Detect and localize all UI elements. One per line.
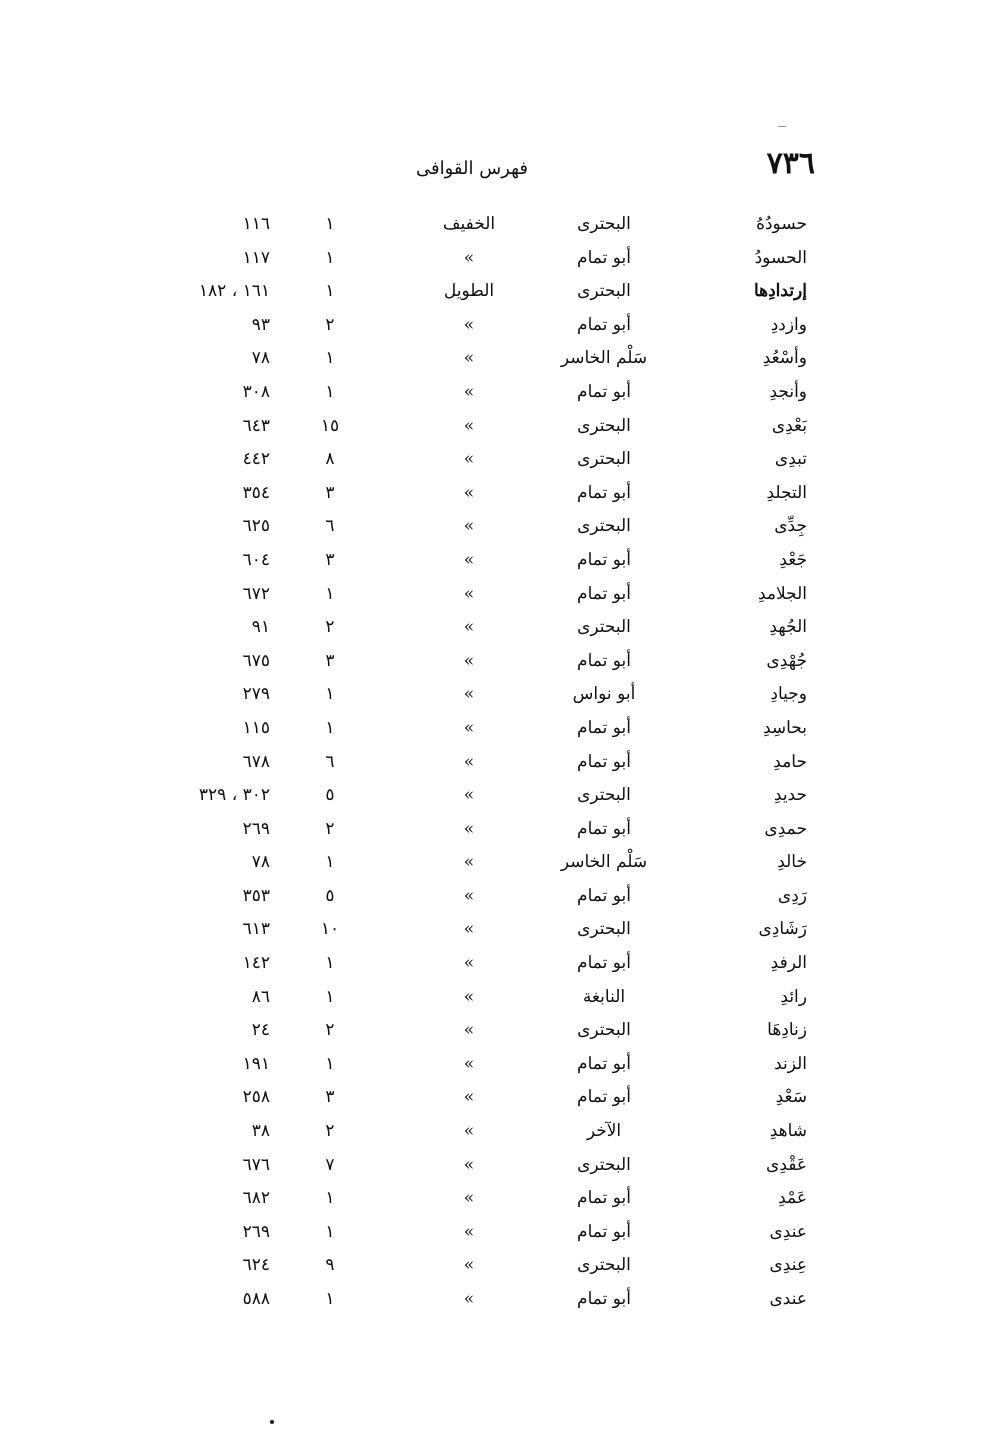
rhyme-cell: وجيادِ	[770, 684, 807, 705]
poet-cell: البحترى	[577, 1154, 631, 1175]
rhyme-cell: رائدِ	[780, 986, 807, 1007]
count-cell: ١	[325, 348, 335, 369]
table-row	[0, 210, 1005, 244]
table-row	[0, 344, 1005, 378]
rhyme-cell: وأسْعُدِ	[762, 348, 807, 369]
poet-cell: أبو تمام	[577, 1221, 631, 1242]
pages-cell: ٦٤٣	[242, 415, 270, 436]
rhyme-cell: الحسودُ	[754, 247, 807, 268]
count-cell: ١	[325, 247, 335, 268]
table-row	[0, 781, 1005, 815]
table-row	[0, 983, 1005, 1017]
poet-cell: البحترى	[577, 919, 631, 940]
pages-cell: ٧٨	[251, 348, 270, 369]
pages-cell: ٦٢٤	[242, 1255, 270, 1276]
count-cell: ١	[325, 381, 335, 402]
meter-cell: »	[463, 751, 475, 772]
page-number: ٧٣٦	[766, 146, 815, 181]
poet-cell: أبو تمام	[577, 650, 631, 671]
count-cell: ١	[325, 986, 335, 1007]
rhyme-cell: حامدِ	[773, 751, 807, 772]
count-cell: ١	[325, 281, 335, 302]
table-row	[0, 580, 1005, 614]
pages-cell: ٦١٣	[242, 919, 270, 940]
poet-cell: أبو تمام	[577, 1087, 631, 1108]
pages-cell: ٣٨	[251, 1121, 270, 1142]
count-cell: ٣	[325, 1087, 335, 1108]
meter-cell: »	[463, 885, 475, 906]
pages-cell: ٦٠٤	[242, 549, 270, 570]
rhyme-cell: حديدِ	[773, 785, 807, 806]
count-cell: ٧	[325, 1154, 335, 1175]
pages-cell: ٥٨٨	[242, 1289, 270, 1309]
pages-cell: ١١٦	[242, 214, 270, 234]
header-rule	[778, 126, 786, 127]
count-cell: ٢	[325, 314, 335, 335]
meter-cell: الخفيف	[442, 214, 496, 234]
meter-cell: »	[463, 1154, 475, 1175]
meter-cell: »	[463, 549, 475, 570]
count-cell: ٣	[325, 482, 335, 503]
count-cell: ٢	[325, 1020, 335, 1041]
index-table	[0, 210, 1005, 1319]
poet-cell: البحترى	[577, 617, 631, 638]
rhyme-cell: جِدِّى	[774, 516, 807, 537]
meter-cell: »	[463, 1087, 475, 1108]
poet-cell: النابغة	[582, 986, 626, 1007]
count-cell: ١	[325, 1289, 335, 1309]
meter-cell: »	[463, 684, 475, 705]
count-cell: ٣	[325, 650, 335, 671]
meter-cell: »	[463, 1020, 475, 1041]
table-row	[0, 412, 1005, 446]
count-cell: ٢	[325, 818, 335, 839]
table-row	[0, 378, 1005, 412]
count-cell: ١٥	[320, 415, 340, 436]
table-row	[0, 1218, 1005, 1252]
meter-cell: »	[463, 919, 475, 940]
meter-cell: »	[463, 1053, 475, 1074]
poet-cell: أبو تمام	[577, 818, 631, 839]
poet-cell: البحترى	[577, 449, 631, 470]
rhyme-cell: وأنجدِ	[769, 381, 807, 402]
poet-cell: أبو تمام	[577, 1188, 631, 1209]
meter-cell: الطويل	[443, 281, 495, 302]
poet-cell: أبو تمام	[577, 482, 631, 503]
meter-cell: »	[463, 449, 475, 470]
pages-cell: ٢٦٩	[242, 818, 270, 839]
pages-cell: ٦٢٥	[242, 516, 270, 537]
rhyme-cell: رَشَادِى	[758, 919, 807, 940]
count-cell: ٥	[325, 885, 335, 906]
table-row	[0, 714, 1005, 748]
meter-cell: »	[463, 785, 475, 806]
count-cell: ١	[325, 852, 335, 873]
table-row	[0, 1117, 1005, 1151]
poet-cell: البحترى	[577, 516, 631, 537]
rhyme-cell: الجُهدِ	[769, 617, 807, 638]
count-cell: ٢	[325, 1121, 335, 1142]
pages-cell: ٣٠٢ ، ٣٢٩	[198, 785, 270, 806]
rhyme-cell: تبدِى	[774, 449, 807, 470]
pages-cell: ٤٤٢	[242, 449, 270, 470]
table-row	[0, 445, 1005, 479]
rhyme-cell: عِندِى	[769, 1255, 807, 1276]
table-row	[0, 848, 1005, 882]
meter-cell: »	[463, 381, 475, 402]
table-row	[0, 647, 1005, 681]
table-row	[0, 1083, 1005, 1117]
pages-cell: ٦٧٥	[242, 650, 270, 671]
table-row	[0, 277, 1005, 311]
poet-cell: الآخر	[586, 1121, 622, 1142]
pages-cell: ٩١	[251, 617, 270, 638]
count-cell: ١	[325, 1053, 335, 1074]
rhyme-cell: شاهدِ	[769, 1121, 807, 1142]
table-row	[0, 479, 1005, 513]
count-cell: ٨	[325, 449, 335, 470]
rhyme-cell: الجلامدِ	[757, 583, 807, 604]
meter-cell: »	[463, 953, 475, 974]
poet-cell: أبو تمام	[577, 717, 631, 738]
poet-cell: أبو تمام	[577, 953, 631, 974]
poet-cell: البحترى	[577, 785, 631, 806]
poet-cell: أبو تمام	[577, 1053, 631, 1074]
table-row	[0, 244, 1005, 278]
pages-cell: ١٤٢	[242, 953, 270, 974]
table-row	[0, 680, 1005, 714]
rhyme-cell: خالدِ	[777, 852, 807, 873]
rhyme-cell: بحاسِدِ	[762, 717, 807, 738]
poet-cell: أبو تمام	[577, 549, 631, 570]
meter-cell: »	[463, 482, 475, 503]
table-row	[0, 1050, 1005, 1084]
meter-cell: »	[463, 247, 475, 268]
rhyme-cell: الزند	[774, 1053, 807, 1074]
table-row	[0, 949, 1005, 983]
rhyme-cell: حمدِى	[764, 818, 807, 839]
count-cell: ١	[325, 717, 335, 738]
poet-cell: أبو تمام	[577, 1289, 631, 1309]
rhyme-cell: وازددِ	[770, 314, 807, 335]
count-cell: ١	[325, 1221, 335, 1242]
meter-cell: »	[463, 516, 475, 537]
meter-cell: »	[463, 852, 475, 873]
pages-cell: ٣٠٨	[242, 381, 270, 402]
rhyme-cell: عندى	[769, 1289, 807, 1309]
meter-cell: »	[463, 1289, 475, 1309]
table-row	[0, 1285, 1005, 1319]
poet-cell: سَلْم الخاسر	[560, 852, 648, 873]
pages-cell: ٢٦٩	[242, 1221, 270, 1242]
pages-cell: ٧٨	[251, 852, 270, 873]
rhyme-cell: عندِى	[769, 1221, 807, 1242]
meter-cell: »	[463, 314, 475, 335]
meter-cell: »	[463, 1188, 475, 1209]
count-cell: ١	[325, 684, 335, 705]
meter-cell: »	[463, 348, 475, 369]
poet-cell: أبو تمام	[577, 751, 631, 772]
poet-cell: أبو تمام	[577, 381, 631, 402]
count-cell: ١	[325, 583, 335, 604]
pages-cell: ٣٥٣	[242, 885, 270, 906]
count-cell: ٥	[325, 785, 335, 806]
pages-cell: ١٦١ ، ١٨٢	[198, 281, 270, 302]
pages-cell: ٢٧٩	[242, 684, 270, 705]
table-row	[0, 613, 1005, 647]
rhyme-cell: الرفدِ	[770, 953, 807, 974]
meter-cell: »	[463, 617, 475, 638]
footer-dot	[270, 1420, 274, 1424]
rhyme-cell: حسودُهُ	[756, 214, 807, 234]
pages-cell: ١١٧	[242, 247, 270, 268]
poet-cell: أبو تمام	[577, 885, 631, 906]
meter-cell: »	[463, 986, 475, 1007]
table-row	[0, 748, 1005, 782]
rhyme-cell: سَعْدِ	[775, 1087, 807, 1108]
count-cell: ٦	[325, 516, 335, 537]
meter-cell: »	[463, 818, 475, 839]
count-cell: ٢	[325, 617, 335, 638]
table-row	[0, 546, 1005, 580]
table-row	[0, 1184, 1005, 1218]
meter-cell: »	[463, 1255, 475, 1276]
count-cell: ٣	[325, 549, 335, 570]
meter-cell: »	[463, 717, 475, 738]
count-cell: ١	[325, 953, 335, 974]
pages-cell: ٦٨٢	[242, 1188, 270, 1209]
poet-cell: سَلْم الخاسر	[560, 348, 648, 369]
poet-cell: أبو نواس	[572, 684, 636, 705]
pages-cell: ٦٧٦	[242, 1154, 270, 1175]
pages-cell: ٩٣	[251, 314, 270, 335]
pages-cell: ١١٥	[242, 717, 270, 738]
rhyme-cell: جَعْدِ	[779, 549, 807, 570]
rhyme-cell: عَمْدِ	[778, 1188, 807, 1209]
table-row	[0, 915, 1005, 949]
pages-cell: ٣٥٤	[242, 482, 270, 503]
rhyme-cell: إرتدادِها	[753, 281, 807, 302]
meter-cell: »	[463, 1221, 475, 1242]
page-title: فهرس القوافى	[415, 158, 529, 179]
table-row	[0, 311, 1005, 345]
count-cell: ١	[325, 1188, 335, 1209]
table-row	[0, 512, 1005, 546]
rhyme-cell: رَدِى	[777, 885, 807, 906]
poet-cell: البحترى	[577, 415, 631, 436]
table-row	[0, 815, 1005, 849]
pages-cell: ٨٦	[251, 986, 270, 1007]
pages-cell: ١٩١	[242, 1053, 270, 1074]
table-row	[0, 1016, 1005, 1050]
poet-cell: البحترى	[577, 1255, 631, 1276]
poet-cell: البحترى	[577, 281, 631, 302]
poet-cell: البحترى	[577, 214, 631, 234]
table-row	[0, 1251, 1005, 1285]
poet-cell: أبو تمام	[577, 583, 631, 604]
rhyme-cell: زنادِهَا	[767, 1020, 807, 1041]
poet-cell: البحترى	[577, 1020, 631, 1041]
rhyme-cell: جُهْدِى	[766, 650, 807, 671]
meter-cell: »	[463, 583, 475, 604]
pages-cell: ٦٧٢	[242, 583, 270, 604]
meter-cell: »	[463, 650, 475, 671]
pages-cell: ٢٥٨	[242, 1087, 270, 1108]
poet-cell: أبو تمام	[577, 314, 631, 335]
table-row	[0, 882, 1005, 916]
count-cell: ١	[325, 214, 335, 234]
rhyme-cell: عَقْدِى	[766, 1154, 807, 1175]
count-cell: ٩	[325, 1255, 335, 1276]
pages-cell: ٢٤	[251, 1020, 270, 1041]
meter-cell: »	[463, 1121, 475, 1142]
count-cell: ١٠	[320, 919, 340, 940]
rhyme-cell: التجلدِ	[766, 482, 807, 503]
table-row	[0, 1151, 1005, 1185]
poet-cell: أبو تمام	[577, 247, 631, 268]
count-cell: ٦	[325, 751, 335, 772]
meter-cell: »	[463, 415, 475, 436]
pages-cell: ٦٧٨	[242, 751, 270, 772]
rhyme-cell: بَعْدِى	[771, 415, 807, 436]
